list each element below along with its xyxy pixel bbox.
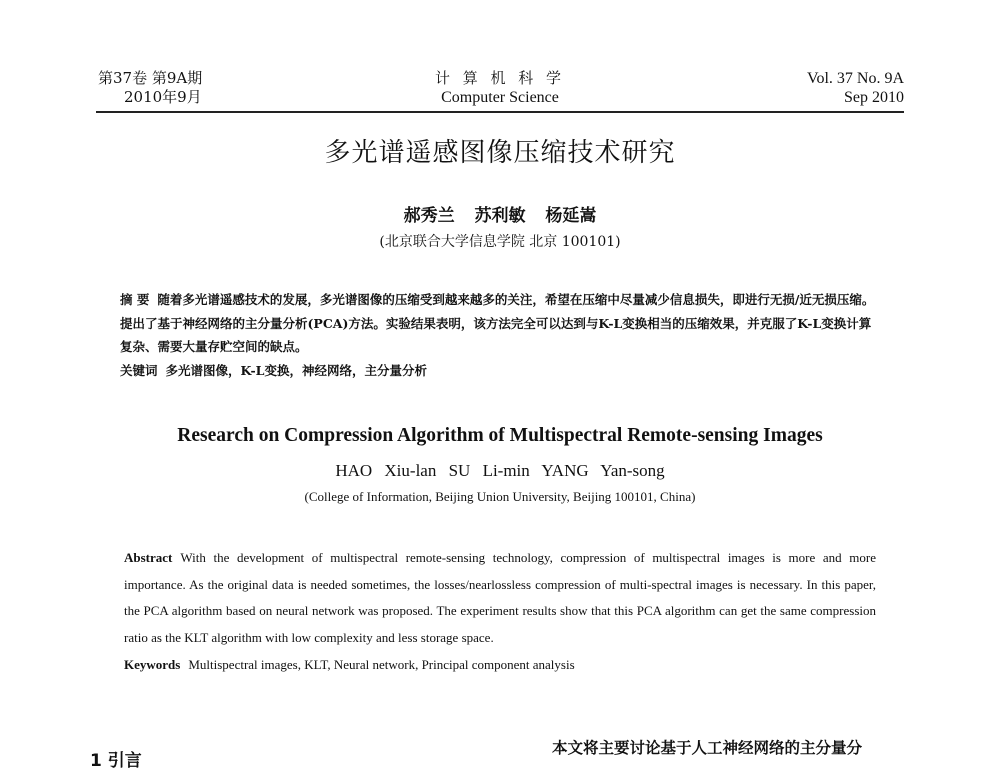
abstract-en-label: Abstract — [124, 550, 173, 565]
journal-issue-cn — [98, 69, 202, 107]
volume-issue-en: Vol. 37 No. 9A — [806, 70, 904, 87]
section-heading: 1 引言 — [90, 751, 142, 771]
paper-title-cn: 多光谱遥感图像压缩技术研究 — [324, 138, 676, 168]
date-cn: 2010年9月 — [124, 88, 202, 106]
body-text-right-column: 本文将主要讨论基于人工神经网络的主分量分 — [552, 739, 863, 757]
authors-cn: 郝秀兰 苏利敏 杨延嵩 — [403, 206, 597, 226]
authors-en: HAO Xiu-lan SU Li-min YANG Yan-song — [335, 461, 665, 480]
volume-issue: 第37卷 第9A期 — [98, 69, 203, 87]
keywords-en-text: Multispectral images, KLT, Neural network, Principal component analysis — [188, 656, 575, 672]
date-en: Sep 2010 — [844, 89, 904, 106]
abstract-cn — [120, 288, 880, 382]
keywords-cn-text: 多光谱图像，K-L变换，神经网络，主分量分析 — [165, 362, 427, 378]
journal-name-cn: 计 算 机 科 学 — [434, 69, 566, 87]
abstract-en-text: With the development of multispectral remote-sensing technology, compression of multispectral images is more and more importance. As the original data is needed sometimes, the losses/nearlossless compression of multi-spectral images is necessary. In this paper, the PCA algorithm based on neural network was proposed. The experiment results show that this PCA algorithm can get the same compression ratio as the KLT algorithm with low complexity and less storage space. — [124, 550, 876, 646]
journal-name-en: Computer Science — [441, 89, 559, 106]
journal-name — [400, 69, 600, 107]
keywords-cn-label: 关键词 — [120, 362, 158, 378]
abstract-cn-text: 随着多光谱遥感技术的发展，多光谱图像的压缩受到越来越多的关注，希望在压缩中尽量减少信息损失，即进行无损/近无损压缩。提出了基于神经网络的主分量分析(PCA)方法。实验结果表明，该方法完全可以达到与K-L变换相当的压缩效果，并克服了K-L变换计算复杂、需要大量存贮空间的缺点。 — [120, 292, 875, 354]
affiliation-cn: (北京联合大学信息学院 北京 100101) — [379, 234, 621, 250]
abstract-en — [124, 545, 876, 679]
keywords-en-label: Keywords — [124, 656, 181, 672]
paper-title-en: Research on Compression Algorithm of Multispectral Remote-sensing Images — [177, 425, 823, 446]
journal-issue-en — [807, 69, 904, 107]
header-rule — [96, 111, 904, 113]
abstract-cn-label: 摘 要 — [120, 292, 150, 307]
affiliation-en: (College of Information, Beijing Union University, Beijing 100101, China) — [304, 489, 696, 504]
